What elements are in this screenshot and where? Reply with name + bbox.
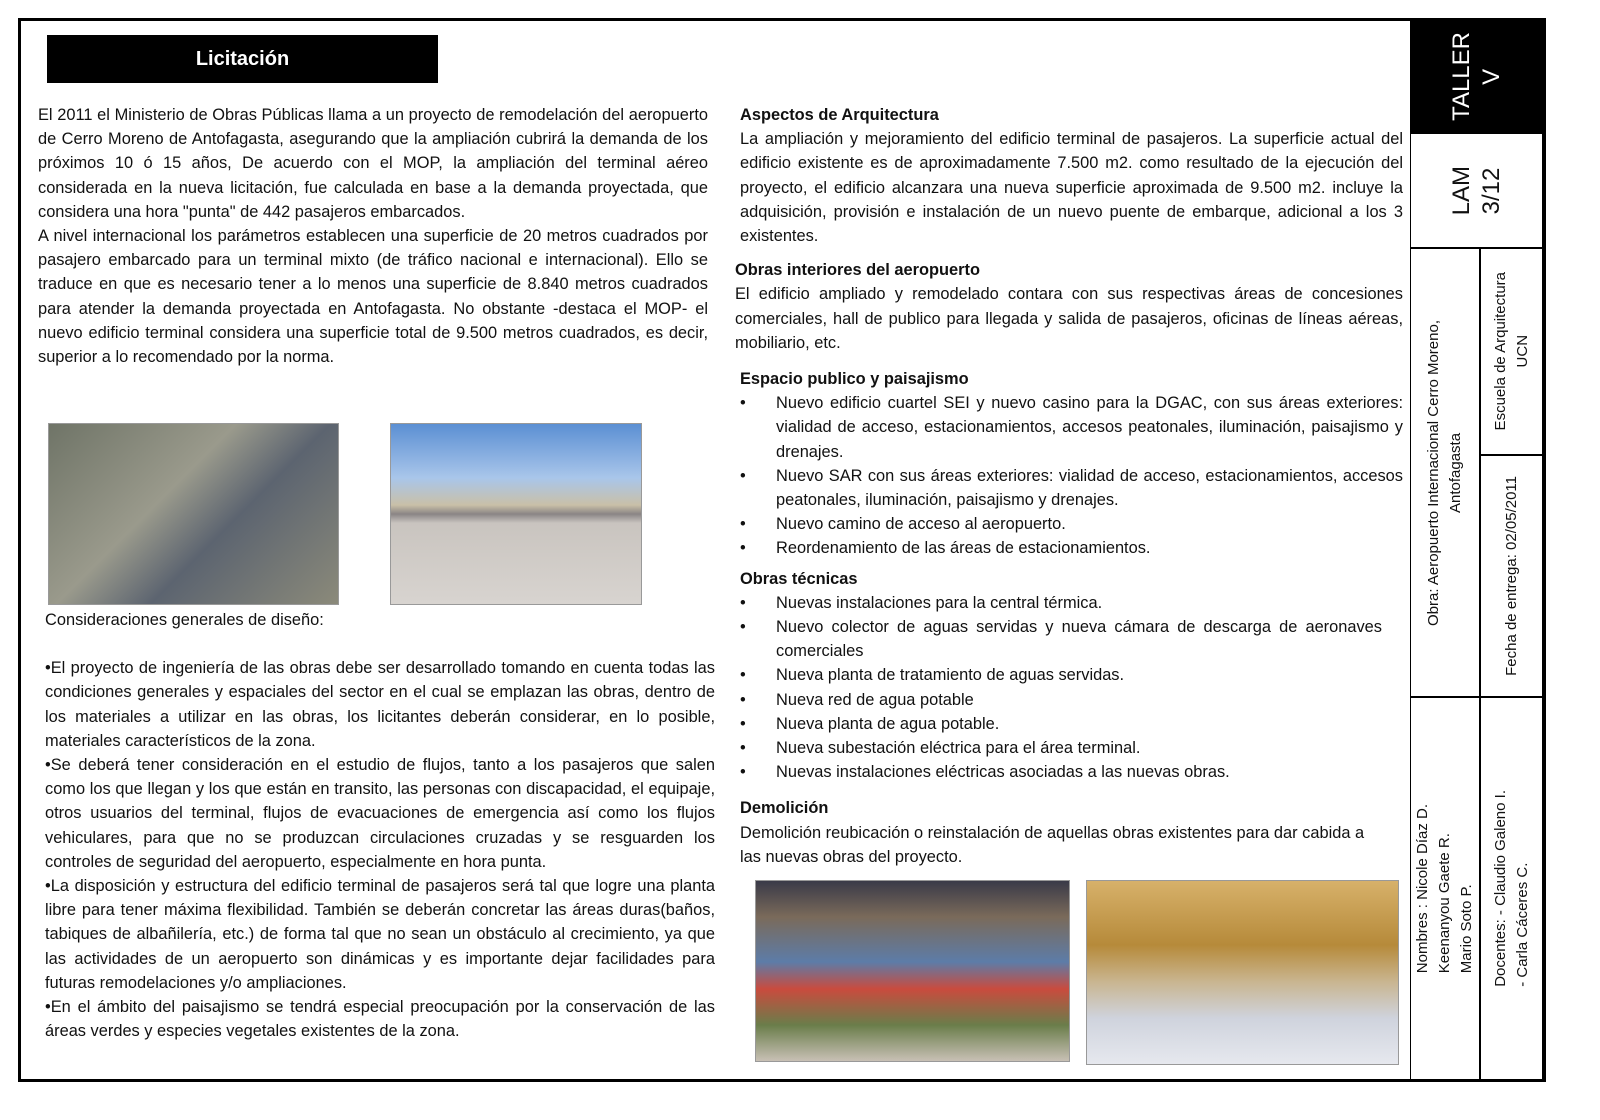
tec-heading: Obras técnicas bbox=[740, 569, 858, 588]
intro-paragraph: El 2011 el Ministerio de Obras Públicas llama a un proyecto de remodelación del aeropuerto de Cerro Moreno de Antofagasta, asegurando que la ampliación cubrirá la demanda de los próximos 10 ó 15 años, De acuerdo con el MOP, la ampliación del terminal aéreo considerada en la nueva licitación, fue calculada en base a la demanda proyectada, que considera una hora "punta" de 442 pasajeros embarcados. bbox=[38, 106, 708, 221]
taller-text: TALLER bbox=[1447, 32, 1475, 121]
arq-heading: Aspectos de Arquitectura bbox=[740, 106, 939, 124]
list-item: • Nuevas instalaciones eléctricas asociadas a las nuevas obras. bbox=[740, 760, 1382, 784]
consideration-item: •El proyecto de ingeniería de las obras debe ser desarrollado tomando en cuenta todas las condiciones generales y espaciales del sector en el cual se emplazan las obras, dentro de los materiales a utilizar en las obras, los licitantes deberán considerar, en lo posible, materiales característicos de la zona. bbox=[45, 659, 715, 750]
int-heading: Obras interiores del aeropuerto bbox=[735, 261, 981, 280]
docente-2: - Carla Cáceres C. bbox=[1513, 862, 1531, 987]
obra-box bbox=[1410, 248, 1480, 697]
obra-city: Antofagasta bbox=[1447, 432, 1464, 513]
considerations-title: Consideraciones generales de diseño: bbox=[45, 611, 324, 629]
taller-box bbox=[1410, 20, 1543, 133]
nombres-label bbox=[1412, 804, 1478, 973]
hall-photo bbox=[1086, 880, 1399, 1065]
list-item: • Nueva planta de agua potable. bbox=[740, 712, 1382, 736]
terminal-photo bbox=[390, 423, 642, 605]
section-title: Licitación bbox=[47, 35, 438, 83]
nombre-3: Mario Soto P. bbox=[1458, 884, 1475, 974]
escuela-box bbox=[1480, 248, 1543, 455]
int-text: El edificio ampliado y remodelado contara con sus respectivas áreas de concesiones comerciales, hall de publico para llegada y salida de pasajeros, oficinas de líneas aéreas, mobiliario, etc. bbox=[735, 285, 1403, 352]
lam-number: 3/12 bbox=[1477, 167, 1505, 214]
lam-text: LAM bbox=[1447, 165, 1475, 216]
tec-list bbox=[740, 591, 1382, 785]
docentes-box bbox=[1480, 697, 1543, 1080]
considerations bbox=[45, 608, 715, 1043]
nombres-box bbox=[1410, 697, 1480, 1080]
nombres-text: Nombres : Nicole Díaz D. bbox=[1414, 803, 1431, 974]
university-text: UCN bbox=[1513, 335, 1531, 368]
lam-box bbox=[1410, 133, 1543, 248]
consideration-item: •La disposición y estructura del edificio terminal de pasajeros será tal que logre una planta libre para tener máxima flexibilidad. También se deberán concretar las áreas duras(baños, tabiques de albañilería, etc.) de forma tal que no sean un obstáculo al crecimiento, ya que las actividades de un aeropuerto son dinámicas y es importante dejar facilidades para futuras remodelaciones y/o ampliaciones. bbox=[45, 877, 715, 992]
obra-text: Obra: Aeropuerto Internacional Cerro Moreno, bbox=[1425, 319, 1442, 626]
dem-text: Demolición reubicación o reinstalación de aquellas obras existentes para dar cabida a las nuevas obras del proyecto. bbox=[740, 823, 1365, 866]
docentes-label bbox=[1490, 790, 1534, 987]
consideration-item: •En el ámbito del paisajismo se tendrá especial preocupación por la conservación de las áreas verdes y especies vegetales existentes de la zona. bbox=[45, 998, 715, 1041]
list-item: • Nueva red de agua potable bbox=[740, 688, 1382, 712]
list-item: • Nueva planta de tratamiento de aguas servidas. bbox=[740, 663, 1382, 687]
list-item: • Nuevas instalaciones para la central térmica. bbox=[740, 591, 1382, 615]
esp-list bbox=[740, 391, 1403, 560]
obra-label bbox=[1423, 320, 1467, 626]
arq-text: La ampliación y mejoramiento del edificio terminal de pasajeros. La superficie actual del edificio existente es de aproximadamente 7.500 m2. como resultado de la ejecución del proyecto, el edificio alcanzara una nueva superficie aproximada de 9.500 m2. incluye la adquisición, provisión e instalación de un nuevo puente de embarque, adicional a los 3 existentes. bbox=[740, 130, 1403, 246]
intro-paragraph: A nivel internacional los parámetros establecen una superficie de 20 metros cuadrados por pasajero embarcado para un terminal mixto (de tráfico nacional e internacional). Ello se traduce en que es necesario tener a lo menos una superficie de 8.840 metros cuadrados para atender la demanda proyectada en Antofagasta. No obstante -destaca el MOP- el nuevo edificio terminal considera una superficie total de 9.500 metros cuadrados, es decir, superior a lo recomendado por la norma. bbox=[38, 227, 708, 367]
list-item: • Nuevo colector de aguas servidas y nueva cámara de descarga de aeronaves comerciales bbox=[740, 615, 1382, 663]
taller-label bbox=[1447, 32, 1507, 121]
list-item: • Nuevo camino de acceso al aeropuerto. bbox=[740, 512, 1403, 536]
list-item: • Nueva subestación eléctrica para el área terminal. bbox=[740, 736, 1382, 760]
fecha-text: Fecha de entrega: 02/05/2011 bbox=[1502, 476, 1520, 676]
consideration-item: •Se deberá tener consideración en el estudio de flujos, tanto a los pasajeros que salen como los que llegan y los que están en transito, las personas con discapacidad, el equipaje, otros usuarios del terminal, flujos de evacuaciones de emergencia así como los flujos vehiculares, para que no se produzcan circulaciones cruzadas y se resguarden los controles de seguridad del aeropuerto, especialmente en hora punta. bbox=[45, 756, 715, 871]
escuela-text: Escuela de Arquitectura bbox=[1491, 272, 1509, 431]
fecha-box bbox=[1480, 455, 1543, 697]
list-item: • Nuevo edificio cuartel SEI y nuevo casino para la DGAC, con sus áreas exteriores: vialidad de acceso, estacionamientos, accesos peatonales, iluminación, paisajismo y drenajes. bbox=[740, 391, 1403, 464]
escuela-label bbox=[1490, 272, 1534, 430]
intro-text bbox=[38, 103, 708, 369]
dem-heading: Demolición bbox=[740, 799, 829, 818]
right-column bbox=[735, 103, 1403, 869]
list-item: • Nuevo SAR con sus áreas exteriores: vialidad de acceso, estacionamientos, accesos peatonales, iluminación, paisajismo y drenajes. bbox=[740, 464, 1403, 512]
list-item: • Reordenamiento de las áreas de estacionamientos. bbox=[740, 536, 1403, 560]
esp-heading: Espacio publico y paisajismo bbox=[740, 370, 969, 389]
nombre-2: Keenanyou Gaete R. bbox=[1436, 833, 1453, 974]
restaurant-photo bbox=[755, 880, 1070, 1062]
taller-number: V bbox=[1477, 68, 1505, 85]
aerial-photo bbox=[48, 423, 339, 605]
lam-label bbox=[1447, 166, 1507, 215]
docentes-text: Docentes: - Claudio Galeno I. bbox=[1491, 790, 1509, 987]
